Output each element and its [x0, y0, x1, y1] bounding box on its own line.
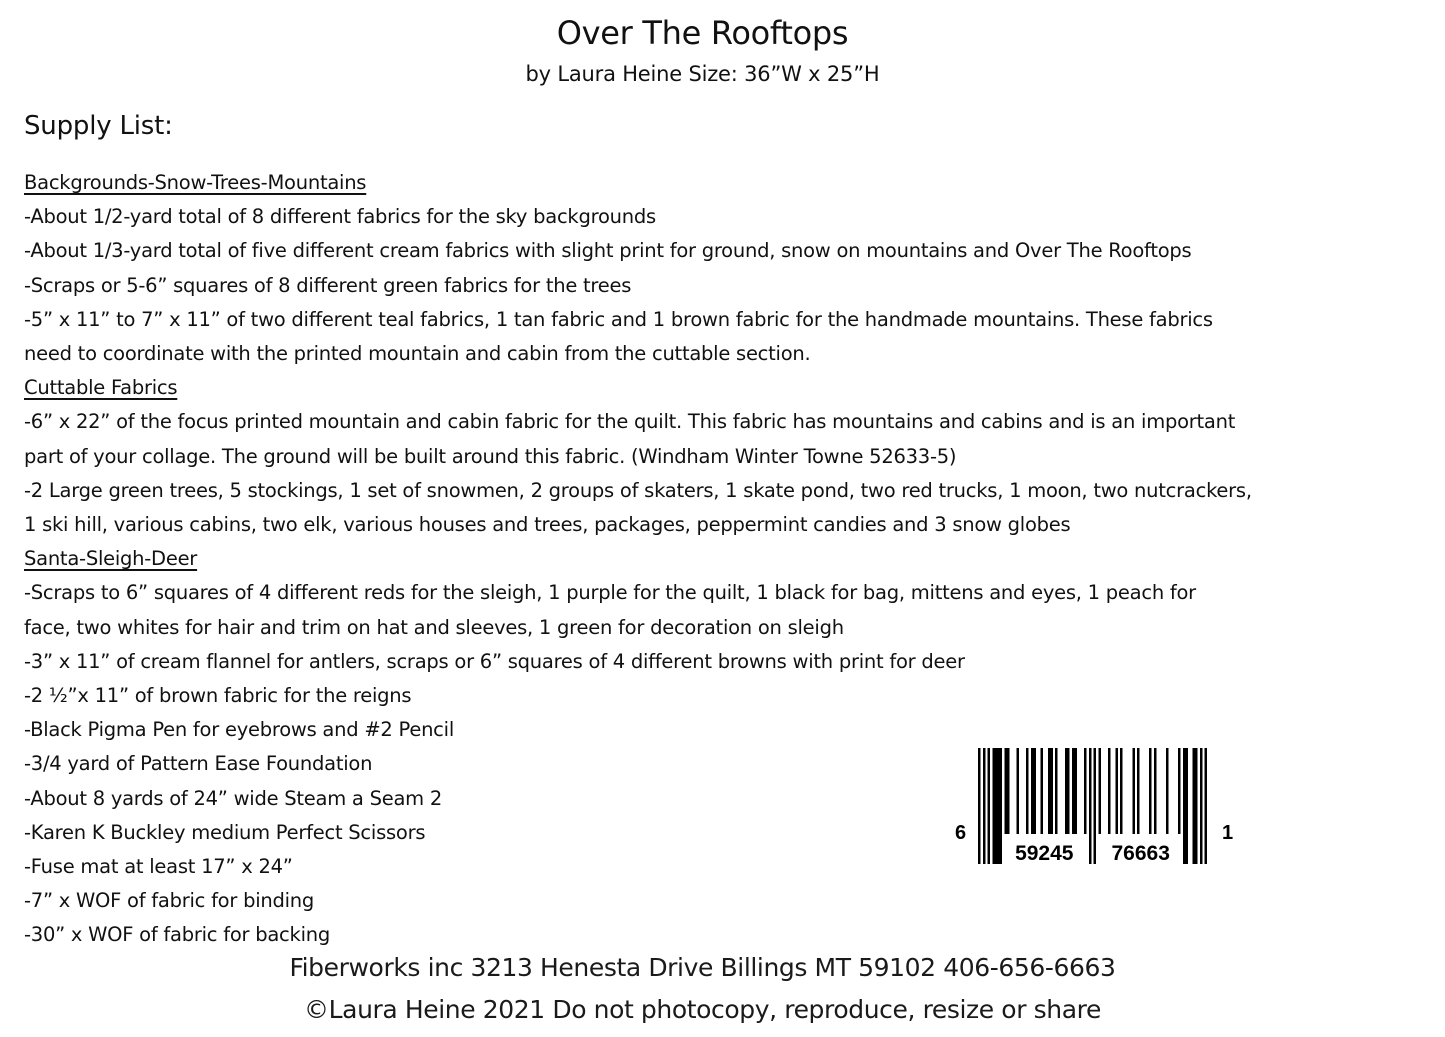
supply-line: -2 Large green trees, 5 stockings, 1 set of snowmen, 2 groups of skaters, 1 skate pond, two red trucks, 1 moon, two nutcrackers, [24, 478, 1252, 502]
supply-list [24, 166, 1424, 953]
supply-line: -About 1/3-yard total of five different cream fabrics with slight print for ground, snow on mountains and Over The Rooftops [24, 239, 1192, 263]
barcode-left-digit: 6 [955, 822, 967, 844]
svg-text:76663: 76663 [1111, 842, 1170, 864]
section-heading: Cuttable Fabrics [24, 376, 178, 400]
footer-address: Fiberworks inc 3213 Henesta Drive Billings MT 59102 406-656-6663 [289, 953, 1116, 982]
barcode-right-digit: 1 [1222, 822, 1234, 844]
supply-line: -2 ½”x 11” of brown fabric for the reigns [24, 684, 412, 708]
supply-line: -3” x 11” of cream flannel for antlers, scraps or 6” squares of 4 different browns with print for deer [24, 649, 965, 673]
supply-line: -Black Pigma Pen for eyebrows and #2 Pencil [24, 718, 454, 742]
supply-line: face, two whites for hair and trim on hat and sleeves, 1 green for decoration on sleigh [24, 615, 844, 639]
supply-line: -Fuse mat at least 17” x 24” [24, 855, 293, 879]
section-cuttable-fabrics [24, 371, 1424, 542]
supply-line: part of your collage. The ground will be built around this fabric. (Windham Winter Towne 52633-5) [24, 444, 957, 468]
supply-line: -7” x WOF of fabric for binding [24, 889, 315, 913]
supply-line: -Scraps to 6” squares of 4 different reds for the sleigh, 1 purple for the quilt, 1 black for bag, mittens and eyes, 1 peach for [24, 581, 1196, 605]
supply-line: -About 8 yards of 24” wide Steam a Seam 2 [24, 786, 442, 810]
supply-line: -Scraps or 5-6” squares of 8 different green fabrics for the trees [24, 273, 632, 297]
supply-line: need to coordinate with the printed mountain and cabin from the cuttable section. [24, 342, 811, 366]
supply-line: -3/4 yard of Pattern Ease Foundation [24, 752, 373, 776]
footer-copyright: ©Laura Heine 2021 Do not photocopy, reproduce, resize or share [304, 995, 1101, 1024]
section-santa-sleigh-deer [24, 542, 1424, 952]
svg-text:59245: 59245 [1015, 842, 1074, 864]
supply-line: -30” x WOF of fabric for backing [24, 923, 330, 947]
page-title: Over The Rooftops [556, 14, 849, 52]
upc-barcode [978, 748, 1207, 864]
supply-line: -Karen K Buckley medium Perfect Scissors [24, 820, 426, 844]
supply-line: -5” x 11” to 7” x 11” of two different teal fabrics, 1 tan fabric and 1 brown fabric for the handmade mountains. These fabrics [24, 307, 1213, 331]
section-backgrounds [24, 166, 1424, 371]
supply-list-heading: Supply List: [24, 111, 173, 141]
section-heading: Santa-Sleigh-Deer [24, 547, 198, 571]
supply-line: -6” x 22” of the focus printed mountain and cabin fabric for the quilt. This fabric has mountains and cabins and is an important [24, 410, 1236, 434]
page-subtitle: by Laura Heine Size: 36”W x 25”H [525, 62, 880, 86]
supply-line: -About 1/2-yard total of 8 different fabrics for the sky backgrounds [24, 205, 656, 229]
supply-line: 1 ski hill, various cabins, two elk, various houses and trees, packages, peppermint candies and 3 snow globes [24, 513, 1071, 537]
section-heading: Backgrounds-Snow-Trees-Mountains [24, 171, 367, 194]
